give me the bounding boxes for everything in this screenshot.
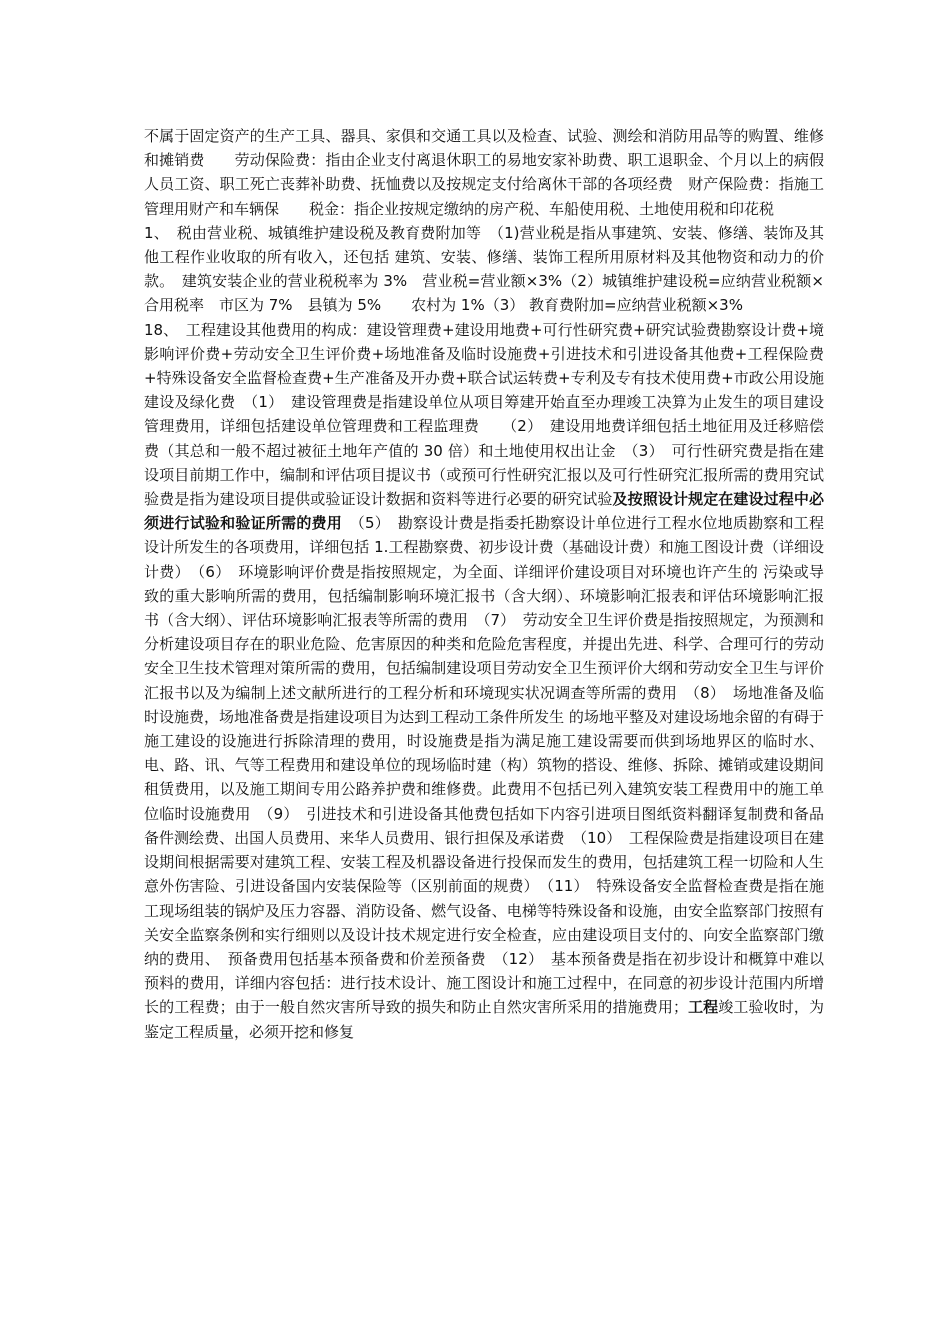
paragraph-text: 18、 工程建设其他费用的构成：建设管理费+建设用地费+可行性研究费+研究试验费勘察设计费+境影响评价费+劳动安全卫生评价费+场地准备及临时设施费+引进技术和引进设备其他费+工程保险费+特殊设备安全监督检查费+生产准备及开办费+联合试运转费+专利及专有技术使用费+市政公用设施建设及绿化费 （1） 建设管理费是指建设单位从项目筹建开始直至办理竣工决算为止发生的项目建设管理费用，详细包括建设单位管理费和工程监理费 （2） 建设用地费详细包括土地征用及迁移赔偿费（其总和一般不超过被征土地年产值的 30 倍）和土地使用权出让金 （3） 可行性研究费是指在建设项目前期工作中，编制和评估项目提议书（或预可行性研究汇报以及可行性研究汇报所需的费用究试验费是指为建设项目提供或验证设计数据和资料等进行必要的研究试验 [144,320,824,509]
paragraph-expenses-taxes: 不属于固定资产的生产工具、器具、家俱和交通工具以及检查、试验、测绘和消防用品等的购置、维修和摊销费 劳动保险费：指由企业支付离退休职工的易地安家补助费、职工退职金、个月以上的病假人员工资、职工死亡丧葬补助费、抚恤费以及按规定支付给离休干部的各项经费 财产保险费：指施工管理用财产和车辆保 税金：指企业按规定缴纳的房产税、车船使用税、土地使用税和印花税 [144,127,824,218]
paragraph-bold-text: 工程 [687,998,719,1017]
paragraph-bold-text: 及按照设计规定在建设过程中必须进行试验和验证所需的费用 [144,490,824,533]
paragraph-other-costs [144,318,824,1044]
paragraph-text: （5） 勘察设计费是指委托勘察设计单位进行工程水位地质勘察和工程设计所发生的各项费用，详细包括 1.工程勘察费、初步设计费（基础设计费）和施工图设计费（详细设计费） （6） 环境影响评价费是指按照规定，为全面、详细评价建设项目对环境也许产生的 污染或导致的重大影响所需的费用，包括编制影响环境汇报书（含大纲）、环境影响汇报表和评估环境影响汇报书（含大纲）、评估环境影响汇报表等所需的费用 （7） 劳动安全卫生评价费是指按照规定，为预测和分析建设项目存在的职业危险、危害原因的种类和危险危害程度，并提出先进、科学、合理可行的劳动安全卫生技术管理对策所需的费用，包括编制建设项目劳动安全卫生预评价大纲和劳动安全卫生与评价汇报书以及为编制上述文献所进行的工程分析和环境现实状况调查等所需的费用 （8） 场地准备及临时设施费，场地准备费是指建设项目为达到工程动工条件所发生 的场地平整及对建设场地余留的有碍于施工建设的设施进行拆除清理的费用，时设施费是指为满足施工建设需要而供到场地界区的临时水、电、路、讯、气等工程费用和建设单位的现场临时建（构）筑物的搭设、维修、拆除、摊销或建设期间租赁费用，以及施工期间专用公路养护费和维修费。此费用不包括已列入建筑安装工程费用中的施工单位临时设施费用 （9） 引进技术和引进设备其他费包括如下内容引进项目图纸资料翻译复制费和备品备件测绘费、出国人员费用、来华人员费用、银行担保及承诺费 （10） 工程保险费是指建设项目在建设期间根据需要对建筑工程、安装工程及机器设备进行投保而发生的费用，包括建筑工程一切险和人生意外伤害险、引进设备国内安装保险等（区别前面的规费） （11） 特殊设备安全监督检查费是指在施工现场组装的锅炉及压力容器、消防设备、燃气设备、电梯等特殊设备和设施，由安全监察部门按照有关安全监察条例和实行细则以及设计技术规定进行安全检查，应由建设项目支付的、向安全监察部门缴纳的费用、 预备费用包括基本预备费和价差预备费 （12） 基本预备费是指在初步设计和概算中难以预料的费用，详细内容包括：进行技术设计、施工图设计和施工过程中，在同意的初步设计范围内所增长的工程费；由于一般自然灾害所导致的损失和防止自然灾害所采用的措施费用； [144,514,825,1017]
document-body [144,124,824,1044]
paragraph-text: 竣工验收时，为鉴定工程质量，必须开挖和修复 [144,998,824,1041]
paragraph-tax-composition: 1、 税由营业税、城镇维护建设税及教育费附加等 （1)营业税是指从事建筑、安装、修缮、装饰及其他工程作业收取的所有收入，还包括 建筑、安装、修缮、装饰工程所用原材料及其他物资和动力的价款。 建筑安装企业的营业税税率为 3% 营业税=营业额×3%（2）城镇维护建设税=应纳营业税额×合用税率 市区为 7% 县镇为 5% 农村为 1%（3） 教育费附加=应纳营业税额×3% [144,223,824,315]
